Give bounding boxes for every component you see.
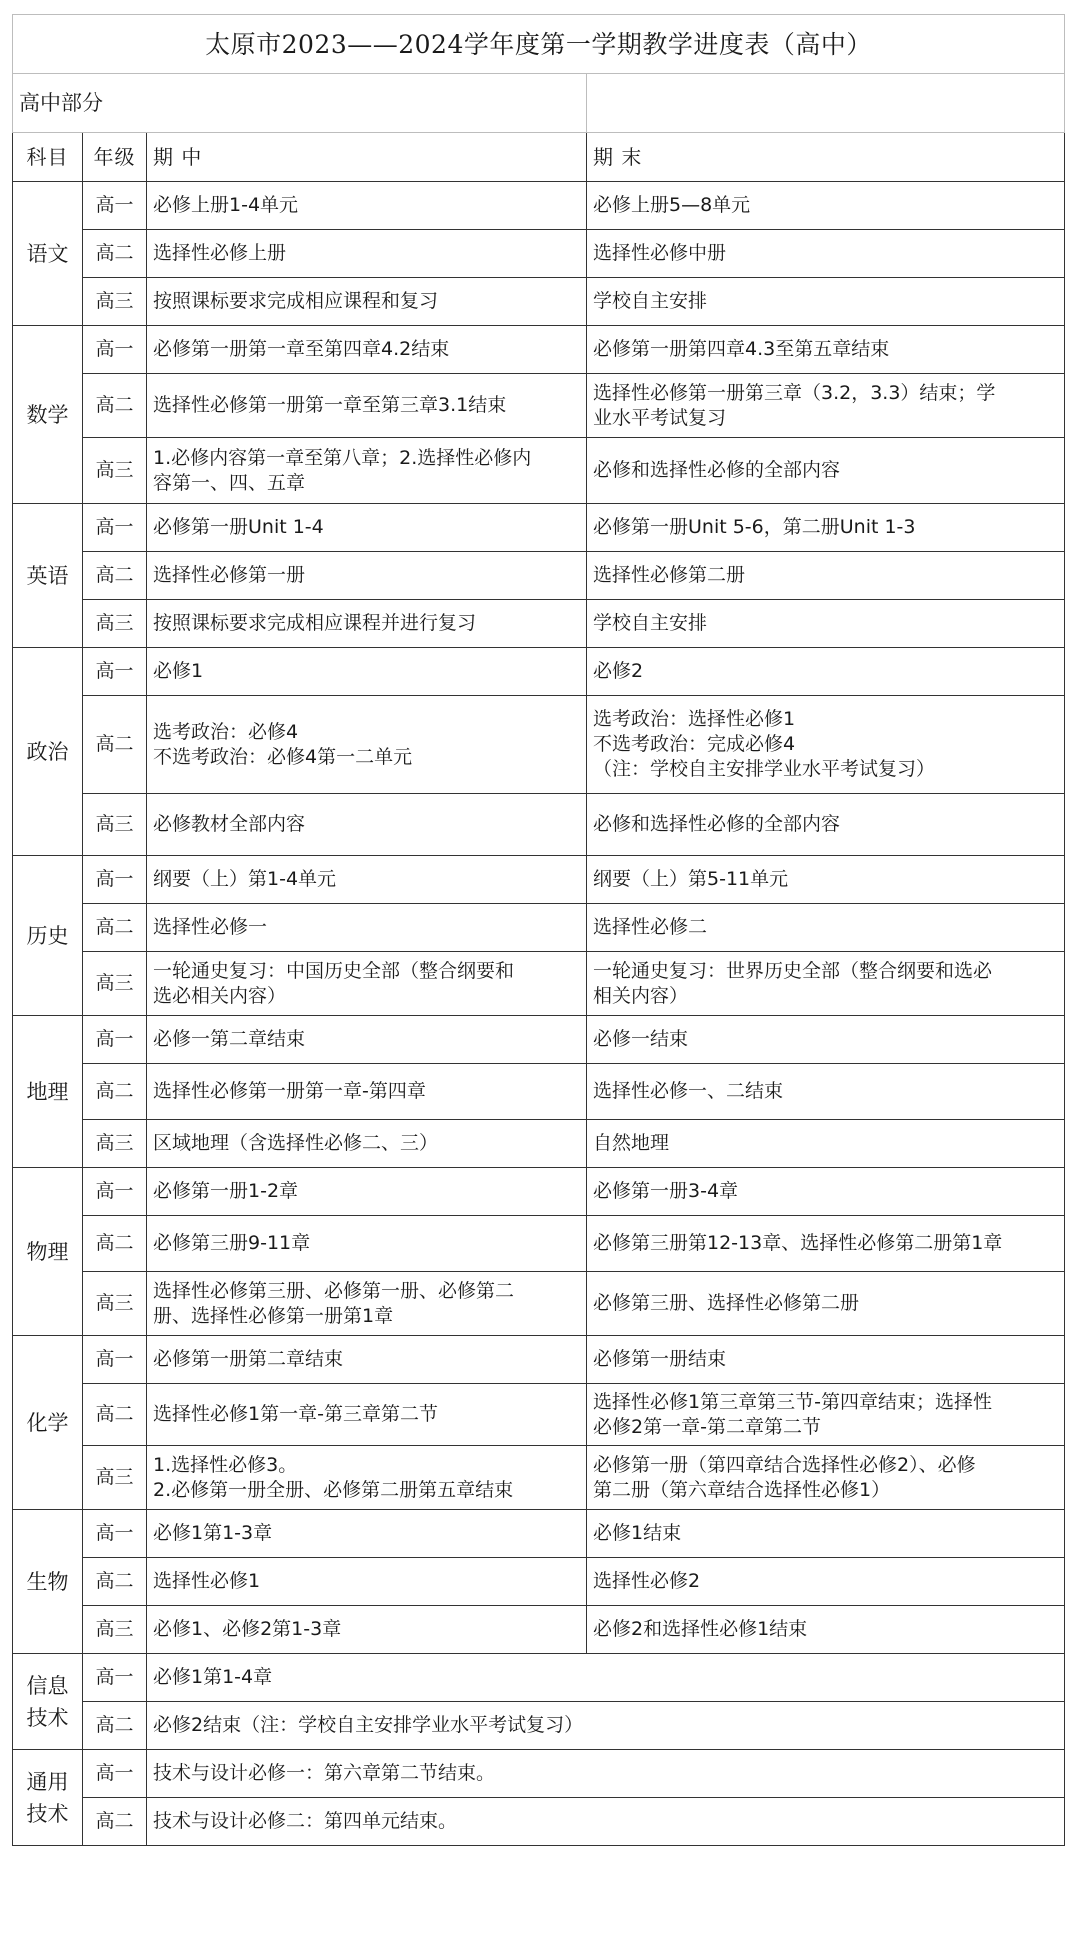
table-row bbox=[13, 648, 1065, 696]
midterm-cell: 必修第一册第一章至第四章4.2结束 bbox=[147, 326, 587, 374]
final-cell: 必修2 bbox=[587, 648, 1065, 696]
subject-cell: 语文 bbox=[13, 182, 83, 326]
table-row bbox=[13, 1336, 1065, 1384]
midterm-cell: 按照课标要求完成相应课程并进行复习 bbox=[147, 600, 587, 648]
table-row bbox=[13, 1446, 1065, 1510]
midterm-cell: 1.必修内容第一章至第八章；2.选择性必修内 容第一、四、五章 bbox=[147, 438, 587, 504]
subject-cell: 信息 技术 bbox=[13, 1654, 83, 1750]
grade-cell: 高一 bbox=[83, 1016, 147, 1064]
subject-cell: 生物 bbox=[13, 1510, 83, 1654]
subject-cell: 英语 bbox=[13, 504, 83, 648]
grade-cell: 高一 bbox=[83, 326, 147, 374]
subject-cell: 政治 bbox=[13, 648, 83, 856]
table-row bbox=[13, 1216, 1065, 1272]
subject-cell: 物理 bbox=[13, 1168, 83, 1336]
table-row bbox=[13, 1558, 1065, 1606]
header-final: 期 末 bbox=[587, 133, 1065, 182]
header-subject: 科目 bbox=[13, 133, 83, 182]
final-cell: 选择性必修2 bbox=[587, 1558, 1065, 1606]
midterm-cell: 1.选择性必修3。 2.必修第一册全册、必修第二册第五章结束 bbox=[147, 1446, 587, 1510]
grade-cell: 高二 bbox=[83, 552, 147, 600]
midterm-cell: 选择性必修1 bbox=[147, 1558, 587, 1606]
table-row bbox=[13, 1606, 1065, 1654]
midterm-cell: 必修1、必修2第1-3章 bbox=[147, 1606, 587, 1654]
table-row bbox=[13, 438, 1065, 504]
table-row bbox=[13, 182, 1065, 230]
table-row bbox=[13, 326, 1065, 374]
table-row bbox=[13, 374, 1065, 438]
grade-cell: 高三 bbox=[83, 1606, 147, 1654]
grade-cell: 高二 bbox=[83, 1216, 147, 1272]
title-row bbox=[13, 15, 1065, 74]
final-cell: 必修一结束 bbox=[587, 1016, 1065, 1064]
midterm-cell: 必修上册1-4单元 bbox=[147, 182, 587, 230]
final-cell: 必修2和选择性必修1结束 bbox=[587, 1606, 1065, 1654]
grade-cell: 高一 bbox=[83, 1510, 147, 1558]
midterm-cell: 选择性必修第一册第一章至第三章3.1结束 bbox=[147, 374, 587, 438]
grade-cell: 高二 bbox=[83, 1702, 147, 1750]
page-title: 太原市2023——2024学年度第一学期教学进度表（高中） bbox=[13, 15, 1065, 74]
grade-cell: 高三 bbox=[83, 600, 147, 648]
table-row bbox=[13, 278, 1065, 326]
grade-cell: 高一 bbox=[83, 1336, 147, 1384]
grade-cell: 高三 bbox=[83, 278, 147, 326]
grade-cell: 高二 bbox=[83, 696, 147, 794]
subject-cell: 数学 bbox=[13, 326, 83, 504]
header-grade: 年级 bbox=[83, 133, 147, 182]
final-cell: 必修和选择性必修的全部内容 bbox=[587, 438, 1065, 504]
midterm-cell: 必修第一册1-2章 bbox=[147, 1168, 587, 1216]
section-label: 高中部分 bbox=[13, 74, 587, 133]
midterm-cell: 选择性必修第一册第一章-第四章 bbox=[147, 1064, 587, 1120]
table-row bbox=[13, 1750, 1065, 1798]
final-cell: 选择性必修二 bbox=[587, 904, 1065, 952]
table-row bbox=[13, 696, 1065, 794]
table-row bbox=[13, 904, 1065, 952]
final-cell: 自然地理 bbox=[587, 1120, 1065, 1168]
grade-cell: 高三 bbox=[83, 794, 147, 856]
midterm-cell: 必修教材全部内容 bbox=[147, 794, 587, 856]
midterm-cell: 区域地理（含选择性必修二、三） bbox=[147, 1120, 587, 1168]
grade-cell: 高一 bbox=[83, 1750, 147, 1798]
grade-cell: 高二 bbox=[83, 230, 147, 278]
grade-cell: 高二 bbox=[83, 904, 147, 952]
schedule-table bbox=[12, 14, 1065, 1846]
table-row bbox=[13, 856, 1065, 904]
grade-cell: 高二 bbox=[83, 1798, 147, 1846]
midterm-cell: 选择性必修第三册、必修第一册、必修第二 册、选择性必修第一册第1章 bbox=[147, 1272, 587, 1336]
table-row bbox=[13, 794, 1065, 856]
header-midterm: 期 中 bbox=[147, 133, 587, 182]
midterm-cell: 选考政治：必修4 不选考政治：必修4第一二单元 bbox=[147, 696, 587, 794]
final-cell: 一轮通史复习：世界历史全部（整合纲要和选必 相关内容） bbox=[587, 952, 1065, 1016]
final-cell: 必修第一册Unit 5-6，第二册Unit 1-3 bbox=[587, 504, 1065, 552]
table-row bbox=[13, 230, 1065, 278]
grade-cell: 高二 bbox=[83, 1064, 147, 1120]
merged-content-cell: 必修1第1-4章 bbox=[147, 1654, 1065, 1702]
midterm-cell: 一轮通史复习：中国历史全部（整合纲要和 选必相关内容） bbox=[147, 952, 587, 1016]
table-row bbox=[13, 1168, 1065, 1216]
grade-cell: 高一 bbox=[83, 1168, 147, 1216]
table-row bbox=[13, 1272, 1065, 1336]
table-row bbox=[13, 552, 1065, 600]
table-row bbox=[13, 1120, 1065, 1168]
table-row bbox=[13, 1064, 1065, 1120]
final-cell: 选择性必修第一册第三章（3.2，3.3）结束；学 业水平考试复习 bbox=[587, 374, 1065, 438]
table-row bbox=[13, 504, 1065, 552]
grade-cell: 高二 bbox=[83, 1558, 147, 1606]
midterm-cell: 选择性必修1第一章-第三章第二节 bbox=[147, 1384, 587, 1446]
table-row bbox=[13, 1654, 1065, 1702]
section-row bbox=[13, 74, 1065, 133]
merged-content-cell: 必修2结束（注：学校自主安排学业水平考试复习） bbox=[147, 1702, 1065, 1750]
table-row bbox=[13, 1016, 1065, 1064]
section-empty-cell bbox=[587, 74, 1065, 133]
midterm-cell: 按照课标要求完成相应课程和复习 bbox=[147, 278, 587, 326]
final-cell: 选择性必修第二册 bbox=[587, 552, 1065, 600]
final-cell: 必修第一册结束 bbox=[587, 1336, 1065, 1384]
midterm-cell: 必修一第二章结束 bbox=[147, 1016, 587, 1064]
final-cell: 必修第三册、选择性必修第二册 bbox=[587, 1272, 1065, 1336]
table-row bbox=[13, 1510, 1065, 1558]
schedule-sheet bbox=[12, 14, 1064, 1846]
table-row bbox=[13, 1798, 1065, 1846]
subject-cell: 化学 bbox=[13, 1336, 83, 1510]
final-cell: 选择性必修1第三章第三节-第四章结束；选择性 必修2第一章-第二章第二节 bbox=[587, 1384, 1065, 1446]
final-cell: 纲要（上）第5-11单元 bbox=[587, 856, 1065, 904]
final-cell: 选择性必修中册 bbox=[587, 230, 1065, 278]
table-row bbox=[13, 1702, 1065, 1750]
grade-cell: 高二 bbox=[83, 1384, 147, 1446]
final-cell: 必修第一册第四章4.3至第五章结束 bbox=[587, 326, 1065, 374]
midterm-cell: 必修第一册Unit 1-4 bbox=[147, 504, 587, 552]
midterm-cell: 必修第三册9-11章 bbox=[147, 1216, 587, 1272]
table-row bbox=[13, 952, 1065, 1016]
final-cell: 必修上册5—8单元 bbox=[587, 182, 1065, 230]
final-cell: 学校自主安排 bbox=[587, 600, 1065, 648]
midterm-cell: 选择性必修一 bbox=[147, 904, 587, 952]
grade-cell: 高一 bbox=[83, 504, 147, 552]
midterm-cell: 选择性必修上册 bbox=[147, 230, 587, 278]
table-row bbox=[13, 600, 1065, 648]
merged-content-cell: 技术与设计必修二：第四单元结束。 bbox=[147, 1798, 1065, 1846]
final-cell: 必修第三册第12-13章、选择性必修第二册第1章 bbox=[587, 1216, 1065, 1272]
final-cell: 选考政治：选择性必修1 不选考政治：完成必修4 （注：学校自主安排学业水平考试复习） bbox=[587, 696, 1065, 794]
midterm-cell: 必修1 bbox=[147, 648, 587, 696]
grade-cell: 高三 bbox=[83, 1120, 147, 1168]
grade-cell: 高一 bbox=[83, 648, 147, 696]
grade-cell: 高三 bbox=[83, 952, 147, 1016]
midterm-cell: 纲要（上）第1-4单元 bbox=[147, 856, 587, 904]
subject-cell: 地理 bbox=[13, 1016, 83, 1168]
final-cell: 必修1结束 bbox=[587, 1510, 1065, 1558]
grade-cell: 高二 bbox=[83, 374, 147, 438]
subject-cell: 通用 技术 bbox=[13, 1750, 83, 1846]
grade-cell: 高一 bbox=[83, 856, 147, 904]
grade-cell: 高三 bbox=[83, 1272, 147, 1336]
merged-content-cell: 技术与设计必修一：第六章第二节结束。 bbox=[147, 1750, 1065, 1798]
final-cell: 选择性必修一、二结束 bbox=[587, 1064, 1065, 1120]
header-row bbox=[13, 133, 1065, 182]
grade-cell: 高三 bbox=[83, 438, 147, 504]
final-cell: 学校自主安排 bbox=[587, 278, 1065, 326]
final-cell: 必修第一册（第四章结合选择性必修2）、必修 第二册（第六章结合选择性必修1） bbox=[587, 1446, 1065, 1510]
subject-cell: 历史 bbox=[13, 856, 83, 1016]
final-cell: 必修第一册3-4章 bbox=[587, 1168, 1065, 1216]
grade-cell: 高一 bbox=[83, 1654, 147, 1702]
midterm-cell: 必修1第1-3章 bbox=[147, 1510, 587, 1558]
table-row bbox=[13, 1384, 1065, 1446]
grade-cell: 高三 bbox=[83, 1446, 147, 1510]
midterm-cell: 选择性必修第一册 bbox=[147, 552, 587, 600]
final-cell: 必修和选择性必修的全部内容 bbox=[587, 794, 1065, 856]
grade-cell: 高一 bbox=[83, 182, 147, 230]
midterm-cell: 必修第一册第二章结束 bbox=[147, 1336, 587, 1384]
